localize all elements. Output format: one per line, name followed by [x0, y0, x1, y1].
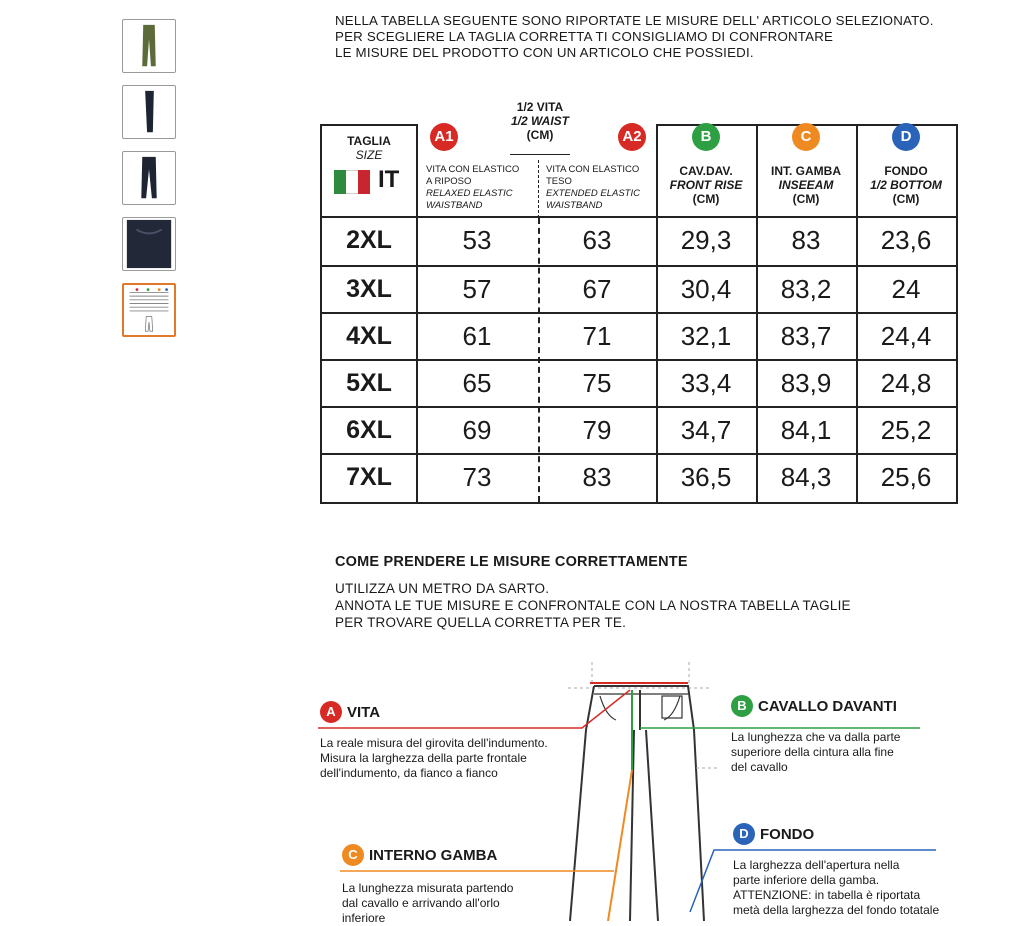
- intro-line-2: PER SCEGLIERE LA TAGLIA CORRETTA TI CONSIGLIAMO DI CONFRONTARE: [335, 29, 834, 44]
- cell-size: 6XL: [346, 416, 392, 444]
- b-title: CAV.DAV. FRONT RISE (CM): [669, 164, 743, 206]
- cell-a1: 65: [462, 368, 492, 398]
- cell-size: 3XL: [346, 275, 392, 303]
- thumbnail-navy-trousers-front[interactable]: [122, 151, 176, 205]
- cell-a2: 83: [582, 462, 612, 492]
- label-vita: A VITA: [320, 701, 380, 723]
- badge-d-diagram: D: [733, 823, 755, 845]
- cell-a1: 61: [462, 321, 492, 351]
- cell-c: 83: [791, 225, 821, 255]
- cell-a1: 73: [462, 462, 492, 492]
- cell-size: 2XL: [346, 226, 392, 254]
- intro-line-1: NELLA TABELLA SEGUENTE SONO RIPORTATE LE MISURE DELL' ARTICOLO SELEZIONATO.: [335, 13, 934, 28]
- badge-a: A: [320, 701, 342, 723]
- a2-title: VITA CON ELASTICO TESO EXTENDED ELASTIC WAISTBAND: [546, 164, 640, 211]
- italy-flag-icon: [334, 170, 370, 194]
- size-chart-icon: [124, 285, 174, 335]
- table-row: [322, 312, 956, 359]
- cell-d: 24,4: [880, 321, 932, 351]
- thumbnail-olive-trousers[interactable]: [122, 19, 176, 73]
- measurement-diagram: [300, 650, 1000, 925]
- cell-d: 25,2: [880, 415, 932, 445]
- cell-a1: 57: [462, 274, 492, 304]
- cell-d: 23,6: [880, 225, 932, 255]
- how-line-3: PER TROVARE QUELLA CORRETTA PER TE.: [335, 615, 627, 630]
- size-table-header: [320, 100, 958, 216]
- cell-a2: 79: [582, 415, 612, 445]
- badge-d: D: [892, 123, 920, 151]
- badge-a1: A1: [430, 123, 458, 151]
- badge-c-diagram: C: [342, 844, 364, 866]
- cell-a1: 69: [462, 415, 492, 445]
- size-table: [320, 100, 958, 504]
- how-line-1: UTILIZZA UN METRO DA SARTO.: [335, 581, 550, 596]
- label-cavallo-davanti: B CAVALLO DAVANTI: [731, 695, 897, 717]
- badge-b: B: [692, 123, 720, 151]
- cell-b: 32,1: [680, 321, 732, 351]
- how-line-2: ANNOTA LE TUE MISURE E CONFRONTALE CON LA NOSTRA TABELLA TAGLIE: [335, 598, 851, 613]
- table-row: [322, 406, 956, 453]
- a1-title: VITA CON ELASTICO A RIPOSO RELAXED ELASTIC WAISTBAND: [426, 164, 520, 211]
- cell-a2: 71: [582, 321, 612, 351]
- d-title: FONDO 1/2 BOTTOM (CM): [870, 164, 942, 206]
- label-interno-gamba: C INTERNO GAMBA: [342, 844, 497, 866]
- thumbnail-navy-trousers-pocket[interactable]: [122, 217, 176, 271]
- badge-a2: A2: [618, 123, 646, 151]
- thumbnail-navy-trousers-side[interactable]: [122, 85, 176, 139]
- cell-a1: 53: [462, 225, 492, 255]
- vita-description: La reale misura del girovita dell'indumento. Misura la larghezza della parte frontale dell'indumento, da fianco a fianco: [320, 736, 548, 780]
- intro-line-3: LE MISURE DEL PRODOTTO CON UN ARTICOLO CHE POSSIEDI.: [335, 45, 754, 60]
- navy-trousers-front-icon: [123, 152, 175, 204]
- cell-a2: 67: [582, 274, 612, 304]
- country-code: IT: [378, 166, 400, 193]
- badge-b-diagram: B: [731, 695, 753, 717]
- cell-b: 29,3: [680, 225, 732, 255]
- c-title: INT. GAMBA INSEEAM (CM): [771, 164, 841, 206]
- cell-d: 25,6: [880, 462, 932, 492]
- cell-c: 84,1: [780, 415, 832, 445]
- cell-d: 24: [891, 274, 921, 304]
- cell-size: 5XL: [346, 369, 392, 397]
- interno-gamba-description: La lunghezza misurata partendo dal cavallo e arrivando all'orlo inferiore: [342, 881, 514, 925]
- badge-c: C: [792, 123, 820, 151]
- table-row: [322, 265, 956, 312]
- cell-size: 7XL: [346, 463, 392, 491]
- how-to-measure: [335, 554, 851, 631]
- half-waist-title: 1/2 VITA 1/2 WAIST (CM): [510, 100, 569, 142]
- thumbnail-size-chart[interactable]: [122, 283, 176, 337]
- cell-b: 30,4: [680, 274, 732, 304]
- cell-c: 83,9: [780, 368, 832, 398]
- size-column-title: TAGLIA SIZE: [347, 134, 391, 162]
- cell-size: 4XL: [346, 322, 392, 350]
- cell-d: 24,8: [880, 368, 932, 398]
- table-row: [322, 453, 956, 500]
- intro-text: [335, 13, 934, 61]
- label-fondo: D FONDO: [733, 823, 814, 845]
- cell-b: 36,5: [680, 462, 732, 492]
- how-title: COME PRENDERE LE MISURE CORRETTAMENTE: [335, 554, 688, 570]
- cell-c: 84,3: [780, 462, 832, 492]
- cell-a2: 75: [582, 368, 612, 398]
- table-row: [322, 359, 956, 406]
- cell-b: 33,4: [680, 368, 732, 398]
- cell-c: 83,7: [780, 321, 832, 351]
- cavallo-description: La lunghezza che va dalla parte superiore della cintura alla fine del cavallo: [731, 730, 901, 774]
- navy-trousers-side-icon: [123, 86, 175, 138]
- cell-c: 83,2: [780, 274, 832, 304]
- size-table-body: [320, 216, 958, 504]
- fondo-description: La larghezza dell'apertura nella parte inferiore della gamba. ATTENZIONE: in tabella è riportata metà della larghezza del fondo totatale: [733, 858, 940, 917]
- navy-trousers-pocket-icon: [123, 218, 175, 270]
- olive-trousers-icon: [123, 20, 175, 72]
- cell-b: 34,7: [680, 415, 732, 445]
- thumbnail-strip: [122, 19, 178, 349]
- cell-a2: 63: [582, 225, 612, 255]
- table-row: [322, 218, 956, 265]
